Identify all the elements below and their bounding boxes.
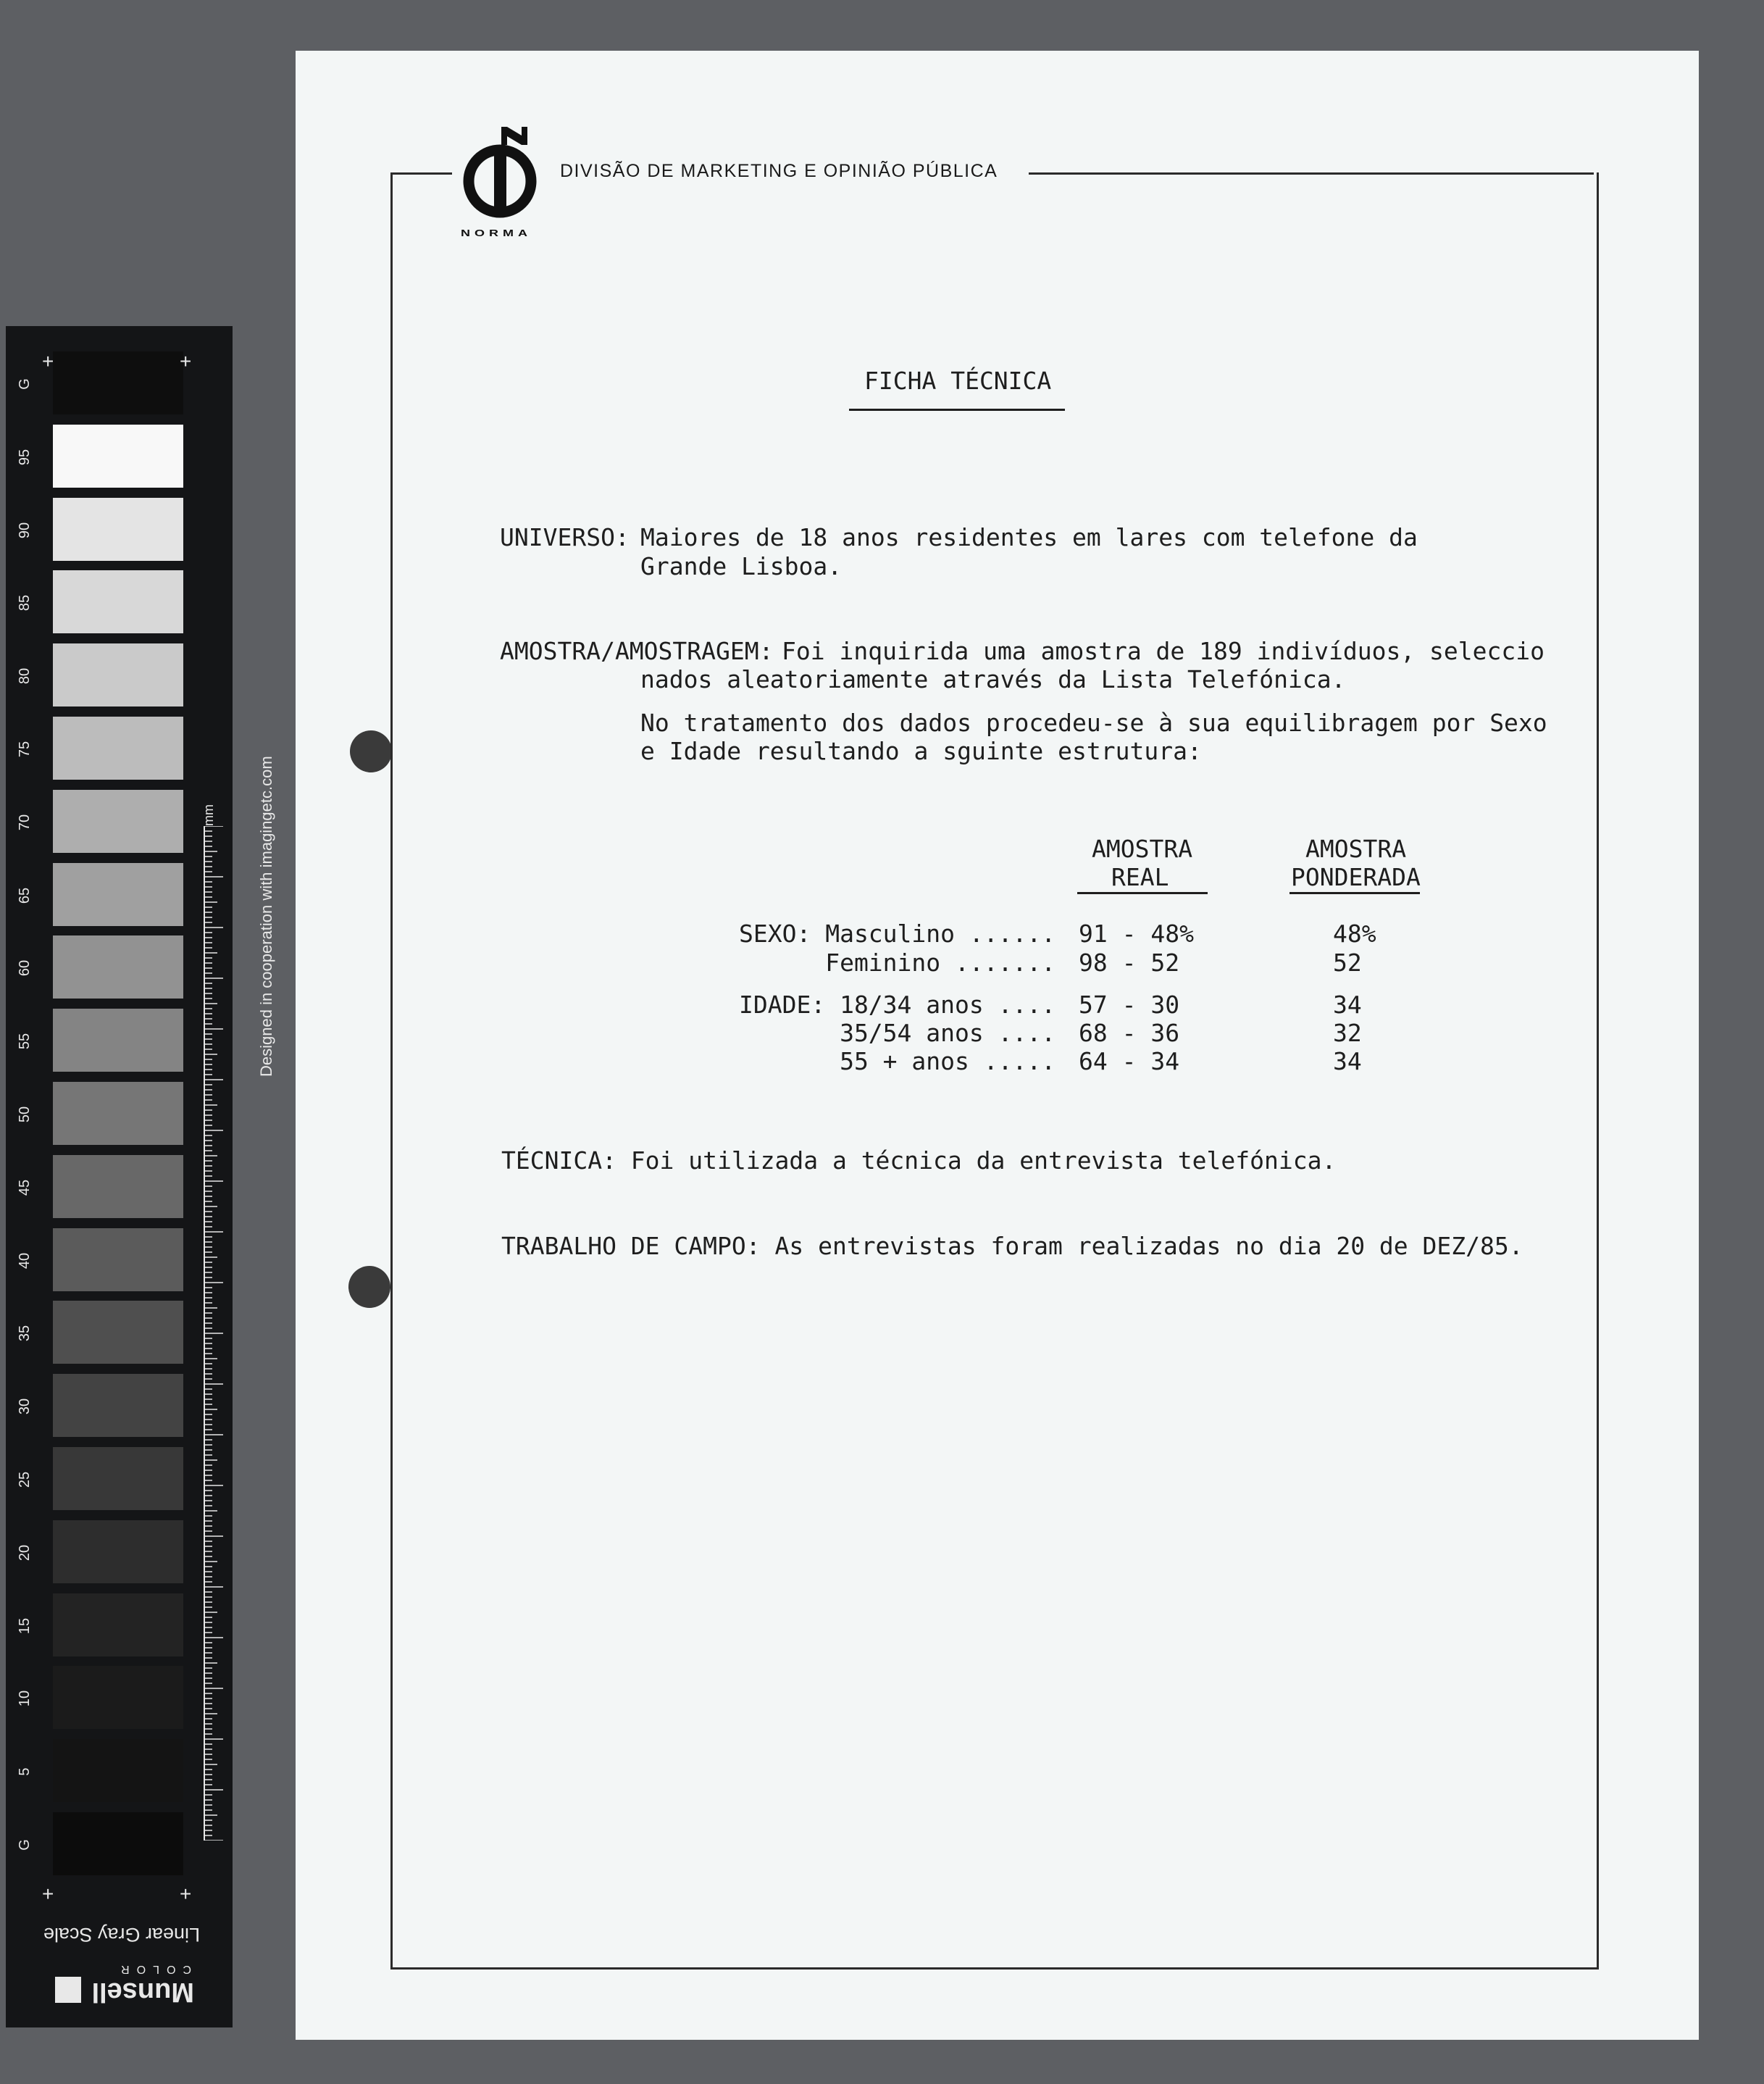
- tratamento-line-1: No tratamento dos dados procedeu-se à sua equilibragem por Sexo: [640, 709, 1547, 737]
- gray-swatch: [53, 1228, 183, 1291]
- gray-step-label: 85: [17, 595, 33, 612]
- table-row-label: 55 + anos .....: [739, 1047, 1056, 1075]
- amostra-label: AMOSTRA/AMOSTRAGEM:: [500, 637, 774, 665]
- table-row-label: SEXO: Masculino ......: [739, 920, 1056, 948]
- gray-swatch: [53, 1739, 183, 1802]
- table-row-label: 35/54 anos ....: [739, 1019, 1056, 1047]
- gray-swatch: [53, 1593, 183, 1656]
- gray-swatch: [53, 351, 183, 414]
- gray-step-label: 90: [17, 522, 33, 538]
- gray-step-label: 20: [17, 1544, 33, 1561]
- gray-step-label: 10: [17, 1691, 33, 1707]
- norma-wordmark: NORMA: [461, 228, 532, 238]
- gray-step-label: 40: [17, 1252, 33, 1269]
- universo-line-2: Grande Lisboa.: [640, 552, 843, 580]
- amostra-line-2: nados aleatoriamente através da Lista Telefónica.: [640, 665, 1346, 693]
- gray-step-label: 25: [17, 1471, 33, 1488]
- gray-scale-title: Linear Gray Scale: [43, 1924, 201, 1946]
- page-title: FICHA TÉCNICA: [864, 367, 1052, 395]
- registration-mark-icon: +: [42, 350, 54, 372]
- gray-swatch: [53, 935, 183, 999]
- munsell-brand: Munsell: [91, 1977, 194, 2007]
- gray-step-label: 60: [17, 960, 33, 977]
- gray-swatch: [53, 1155, 183, 1218]
- punch-hole: [348, 1266, 390, 1308]
- tecnica-paragraph: TÉCNICA: Foi utilizada a técnica da entrevista telefónica.: [501, 1146, 1337, 1175]
- col-real-underline: [1077, 892, 1208, 894]
- table-row-pond: 52: [1333, 949, 1362, 977]
- trabalho-paragraph: TRABALHO DE CAMPO: As entrevistas foram realizadas no dia 20 de DEZ/85.: [501, 1232, 1523, 1260]
- registration-mark-icon: +: [180, 350, 192, 372]
- munsell-grid-icon: [55, 1977, 81, 2003]
- table-row-real: 64 - 34: [1079, 1047, 1180, 1075]
- registration-mark-icon: +: [42, 1883, 54, 1905]
- gray-step-label: 55: [17, 1033, 33, 1050]
- tratamento-line-2: e Idade resultando a sguinte estrutura:: [640, 737, 1202, 765]
- col-pond-header-2: PONDERADA: [1291, 863, 1421, 891]
- col-pond-underline: [1289, 892, 1420, 894]
- division-heading: DIVISÃO DE MARKETING E OPINIÃO PÚBLICA: [560, 161, 998, 181]
- table-row-pond: 32: [1333, 1019, 1362, 1047]
- gray-swatch: [53, 1447, 183, 1510]
- gray-swatch: [53, 863, 183, 926]
- gray-step-label: 75: [17, 741, 33, 758]
- gray-swatch: [53, 1520, 183, 1583]
- mm-label: mm: [201, 804, 216, 826]
- title-underline: [849, 409, 1065, 411]
- table-row-label: Feminino .......: [739, 949, 1056, 977]
- mm-ruler: [203, 826, 227, 1841]
- table-row-label: IDADE: 18/34 anos ....: [739, 991, 1056, 1019]
- gray-swatch: [53, 1812, 183, 1875]
- gray-swatch: [53, 1009, 183, 1072]
- gray-swatch: [53, 790, 183, 853]
- universo-line-1: Maiores de 18 anos residentes em lares com telefone da: [640, 523, 1418, 551]
- table-row-real: 98 - 52: [1079, 949, 1180, 977]
- registration-mark-icon: +: [180, 1883, 192, 1905]
- table-row-pond: 48%: [1333, 920, 1376, 948]
- munsell-logo: [49, 1956, 194, 2007]
- gray-swatch: [53, 1666, 183, 1729]
- col-real-header-1: AMOSTRA: [1092, 835, 1193, 863]
- amostra-line-1: Foi inquirida uma amostra de 189 indivíduos, seleccio: [782, 637, 1544, 665]
- frame-top-rule: [1029, 172, 1594, 175]
- gray-step-label: G: [17, 1839, 33, 1851]
- universo-label: UNIVERSO:: [500, 523, 630, 551]
- table-row-real: 91 - 48%: [1079, 920, 1194, 948]
- gray-step-label: 95: [17, 449, 33, 465]
- table-row-real: 57 - 30: [1079, 991, 1180, 1019]
- designed-credit: Designed in cooperation with imagingetc.com: [257, 756, 275, 1077]
- gray-step-label: 45: [17, 1179, 33, 1196]
- norma-logo-icon: [429, 123, 570, 239]
- table-row-real: 68 - 36: [1079, 1019, 1180, 1047]
- gray-step-label: 80: [17, 668, 33, 685]
- gray-swatch: [53, 1374, 183, 1437]
- gray-step-label: 30: [17, 1399, 33, 1415]
- gray-step-label: 35: [17, 1325, 33, 1342]
- gray-swatch: [53, 717, 183, 780]
- gray-step-label: 65: [17, 887, 33, 904]
- gray-step-label: 70: [17, 814, 33, 830]
- gray-step-label: 50: [17, 1106, 33, 1123]
- table-row-pond: 34: [1333, 1047, 1362, 1075]
- gray-swatch: [53, 1082, 183, 1145]
- gray-step-label: 5: [17, 1767, 33, 1776]
- gray-step-label: G: [17, 378, 33, 390]
- gray-step-label: 15: [17, 1617, 33, 1634]
- gray-swatch: [53, 570, 183, 633]
- gray-swatch: [53, 425, 183, 488]
- gray-scale-strip: [6, 326, 275, 2027]
- punch-hole: [350, 730, 392, 772]
- table-row-pond: 34: [1333, 991, 1362, 1019]
- munsell-color-label: COLOR: [114, 1963, 191, 1975]
- gray-swatch: [53, 643, 183, 707]
- col-pond-header-1: AMOSTRA: [1305, 835, 1407, 863]
- gray-swatch: [53, 498, 183, 561]
- gray-swatch: [53, 1301, 183, 1364]
- col-real-header-2: REAL: [1111, 863, 1169, 891]
